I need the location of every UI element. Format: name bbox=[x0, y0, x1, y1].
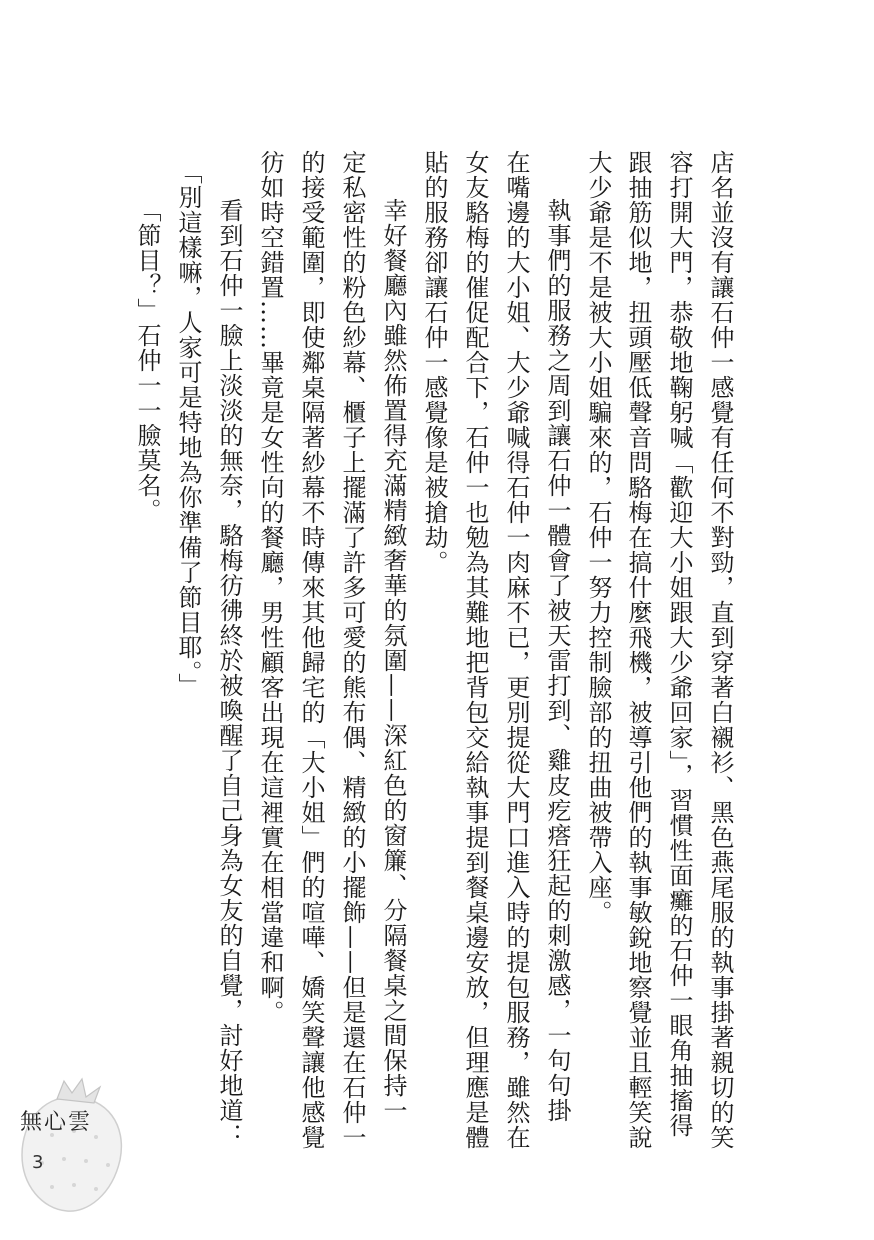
text-column: 「別這樣嘛，人家可是特地為你準備了節目耶。」 bbox=[174, 160, 202, 698]
text-column: 店名並沒有讓石仲一感覺有任何不對勁，直到穿著白襯衫、黑色燕尾服的執事掛著親切的笑 bbox=[706, 150, 734, 1150]
text-column: 的接受範圍，即使鄰桌隔著紗幕不時傳來其他歸宅的「大小姐」們的喧嘩、嬌笑聲讓他感覺 bbox=[297, 150, 325, 1150]
text-column: 「節目？」石仲一一臉莫名。 bbox=[133, 198, 161, 523]
strawberry-logo-icon bbox=[12, 1075, 132, 1215]
text-column: 女友駱梅的催促配合下，石仲一也勉為其難地把背包交給執事提到餐桌邊安放，但理應是體 bbox=[461, 150, 489, 1150]
text-column: 定私密性的粉色紗幕、櫃子上擺滿了許多可愛的熊布偶、精緻的小擺飾——但是還在石仲一 bbox=[338, 150, 366, 1150]
text-column: 容打開大門，恭敬地鞠躬喊「歡迎大小姐跟大少爺回家」，習慣性面癱的石仲一眼角抽搐得 bbox=[665, 150, 693, 1138]
text-column: 看到石仲一臉上淡淡的無奈，駱梅彷彿終於被喚醒了自己身為女友的自覺，討好地道： bbox=[215, 198, 243, 1148]
text-column: 執事們的服務之周到讓石仲一體會了被天雷打到、雞皮疙瘩狂起的刺激感，一句句掛 bbox=[543, 198, 571, 1123]
text-column: 幸好餐廳內雖然佈置得充滿精緻奢華的氛圍——深紅色的窗簾、分隔餐桌之間保持一 bbox=[379, 198, 407, 1123]
text-column: 彷如時空錯置……畢竟是女性向的餐廳，男性顧客出現在這裡實在相當違和啊。 bbox=[256, 150, 284, 1025]
text-column: 跟抽筋似地，扭頭壓低聲音問駱梅在搞什麼飛機，被導引他們的執事敏銳地察覺並且輕笑說 bbox=[624, 150, 652, 1150]
text-column: 貼的服務卻讓石仲一感覺像是被搶劫。 bbox=[420, 150, 448, 575]
publisher-logo-text: 無心雲 bbox=[20, 1110, 93, 1135]
text-column: 在嘴邊的大小姐、大少爺喊得石仲一肉麻不已，更別提從大門口進入時的提包服務，雖然在 bbox=[502, 150, 530, 1150]
text-column: 大少爺是不是被大小姐騙來的，石仲一努力控制臉部的扭曲被帶入座。 bbox=[584, 150, 612, 925]
page-number: 3 bbox=[32, 1152, 44, 1173]
